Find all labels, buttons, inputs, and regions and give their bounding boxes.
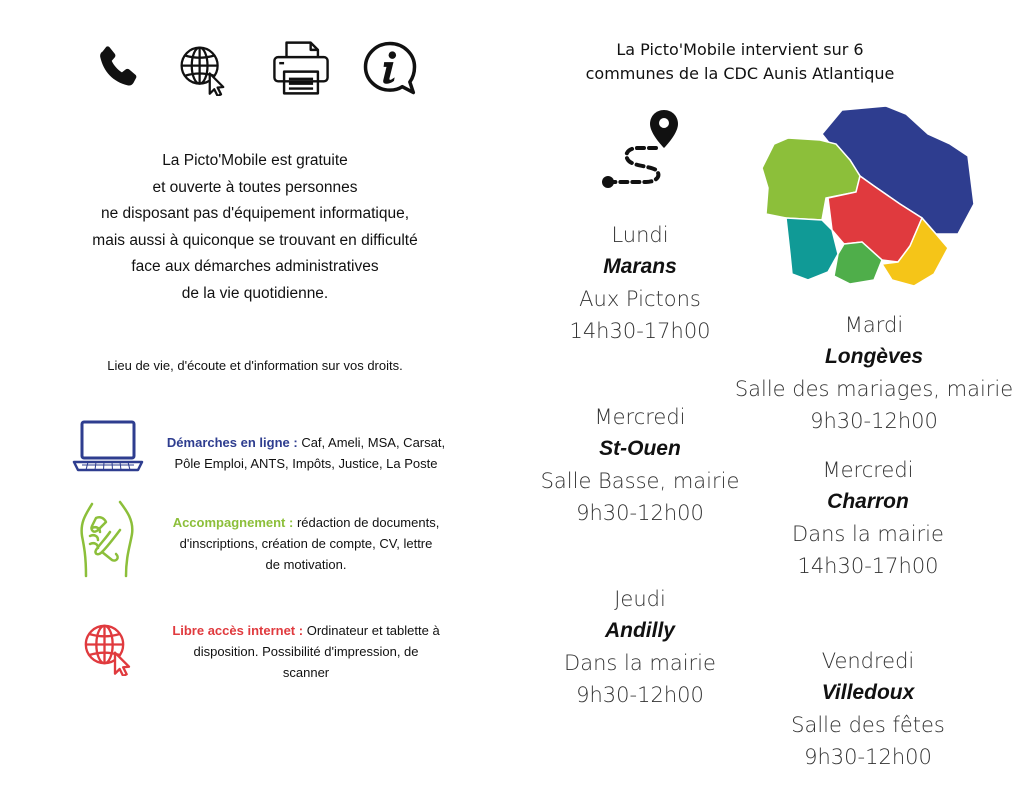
stop-hours: 9h30-12h00 (576, 501, 704, 525)
phone-icon (92, 42, 144, 94)
globe-cursor-icon (80, 620, 136, 676)
stop-hours: 14h30-17h00 (569, 319, 711, 343)
intro-line: face aux démarches administratives (131, 258, 379, 275)
service-demarches (140, 432, 472, 474)
stop-town: Longèves (824, 345, 924, 368)
stop-place: Dans la mairie (792, 522, 944, 546)
stop-place: Dans la mairie (564, 651, 716, 675)
lieu-text: Lieu de vie, d'écoute et d'information sur vos droits. (107, 358, 403, 373)
route-pin-icon (596, 106, 686, 192)
stop-andilly (540, 583, 740, 711)
service-detail: Ordinateur et tablette à (303, 623, 440, 638)
laptop-icon (72, 420, 144, 472)
stop-longeves (734, 309, 1014, 437)
stop-villedoux (768, 645, 968, 773)
service-detail: Pôle Emploi, ANTS, Impôts, Justice, La Poste (174, 456, 438, 471)
intro-line: ne disposant pas d'équipement informatique, (101, 205, 409, 222)
service-label: Démarches en ligne : (166, 435, 298, 450)
stop-town: Villedoux (821, 681, 915, 704)
intro-line: et ouverte à toutes personnes (152, 178, 358, 196)
info-icon (362, 40, 418, 96)
stop-town: Charron (827, 490, 909, 513)
printer-icon (272, 40, 330, 96)
service-detail: de motivation. (265, 557, 347, 572)
stop-town: St-Ouen (599, 437, 681, 460)
stop-day: Mardi (844, 313, 904, 337)
title-line: communes de la CDC Aunis Atlantique (585, 64, 895, 83)
service-label: Accompagnement : (172, 515, 294, 530)
stop-hours: 9h30-12h00 (804, 745, 932, 769)
stop-day: Mercredi (594, 405, 686, 429)
service-detail: Caf, Ameli, MSA, Carsat, (297, 435, 446, 450)
intro-line: de la vie quotidienne. (181, 284, 329, 302)
handshake-icon (76, 500, 138, 578)
service-label: Libre accès internet : (172, 623, 304, 638)
stop-marans (540, 219, 740, 347)
stop-day: Jeudi (614, 587, 666, 611)
stop-day: Mercredi (822, 458, 914, 482)
service-internet (140, 620, 472, 683)
intro-line: La Picto'Mobile est gratuite (162, 152, 348, 169)
stop-hours: 9h30-12h00 (576, 683, 704, 707)
title-line: La Picto'Mobile intervient sur 6 (616, 40, 864, 59)
map-region-teal (786, 218, 838, 280)
stop-town: Andilly (604, 619, 675, 642)
stop-place: Salle des mariages, mairie (734, 377, 1014, 401)
web-globe-icon (176, 42, 230, 96)
service-accompagnement (140, 512, 472, 575)
commune-map (758, 104, 980, 290)
stop-town: Marans (603, 255, 677, 278)
stop-st-ouen (530, 401, 750, 529)
stop-day: Lundi (611, 223, 669, 247)
stop-place: Aux Pictons (579, 287, 701, 311)
stop-place: Salle Basse, mairie (540, 469, 740, 493)
stop-charron (758, 454, 978, 582)
service-detail: disposition. Possibilité d'impression, de (193, 644, 419, 659)
intro-line: mais aussi à quiconque se trouvant en difficulté (92, 231, 418, 249)
service-detail: scanner (282, 665, 330, 680)
stop-day: Vendredi (821, 649, 915, 673)
service-detail: rédaction de documents, (293, 515, 440, 530)
service-detail: d'inscriptions, création de compte, CV, lettre (179, 536, 433, 551)
stop-hours: 9h30-12h00 (810, 409, 938, 433)
stop-place: Salle des fêtes (791, 713, 945, 737)
intro-text (40, 148, 470, 307)
schedule-title (540, 38, 940, 86)
stop-hours: 14h30-17h00 (797, 554, 939, 578)
